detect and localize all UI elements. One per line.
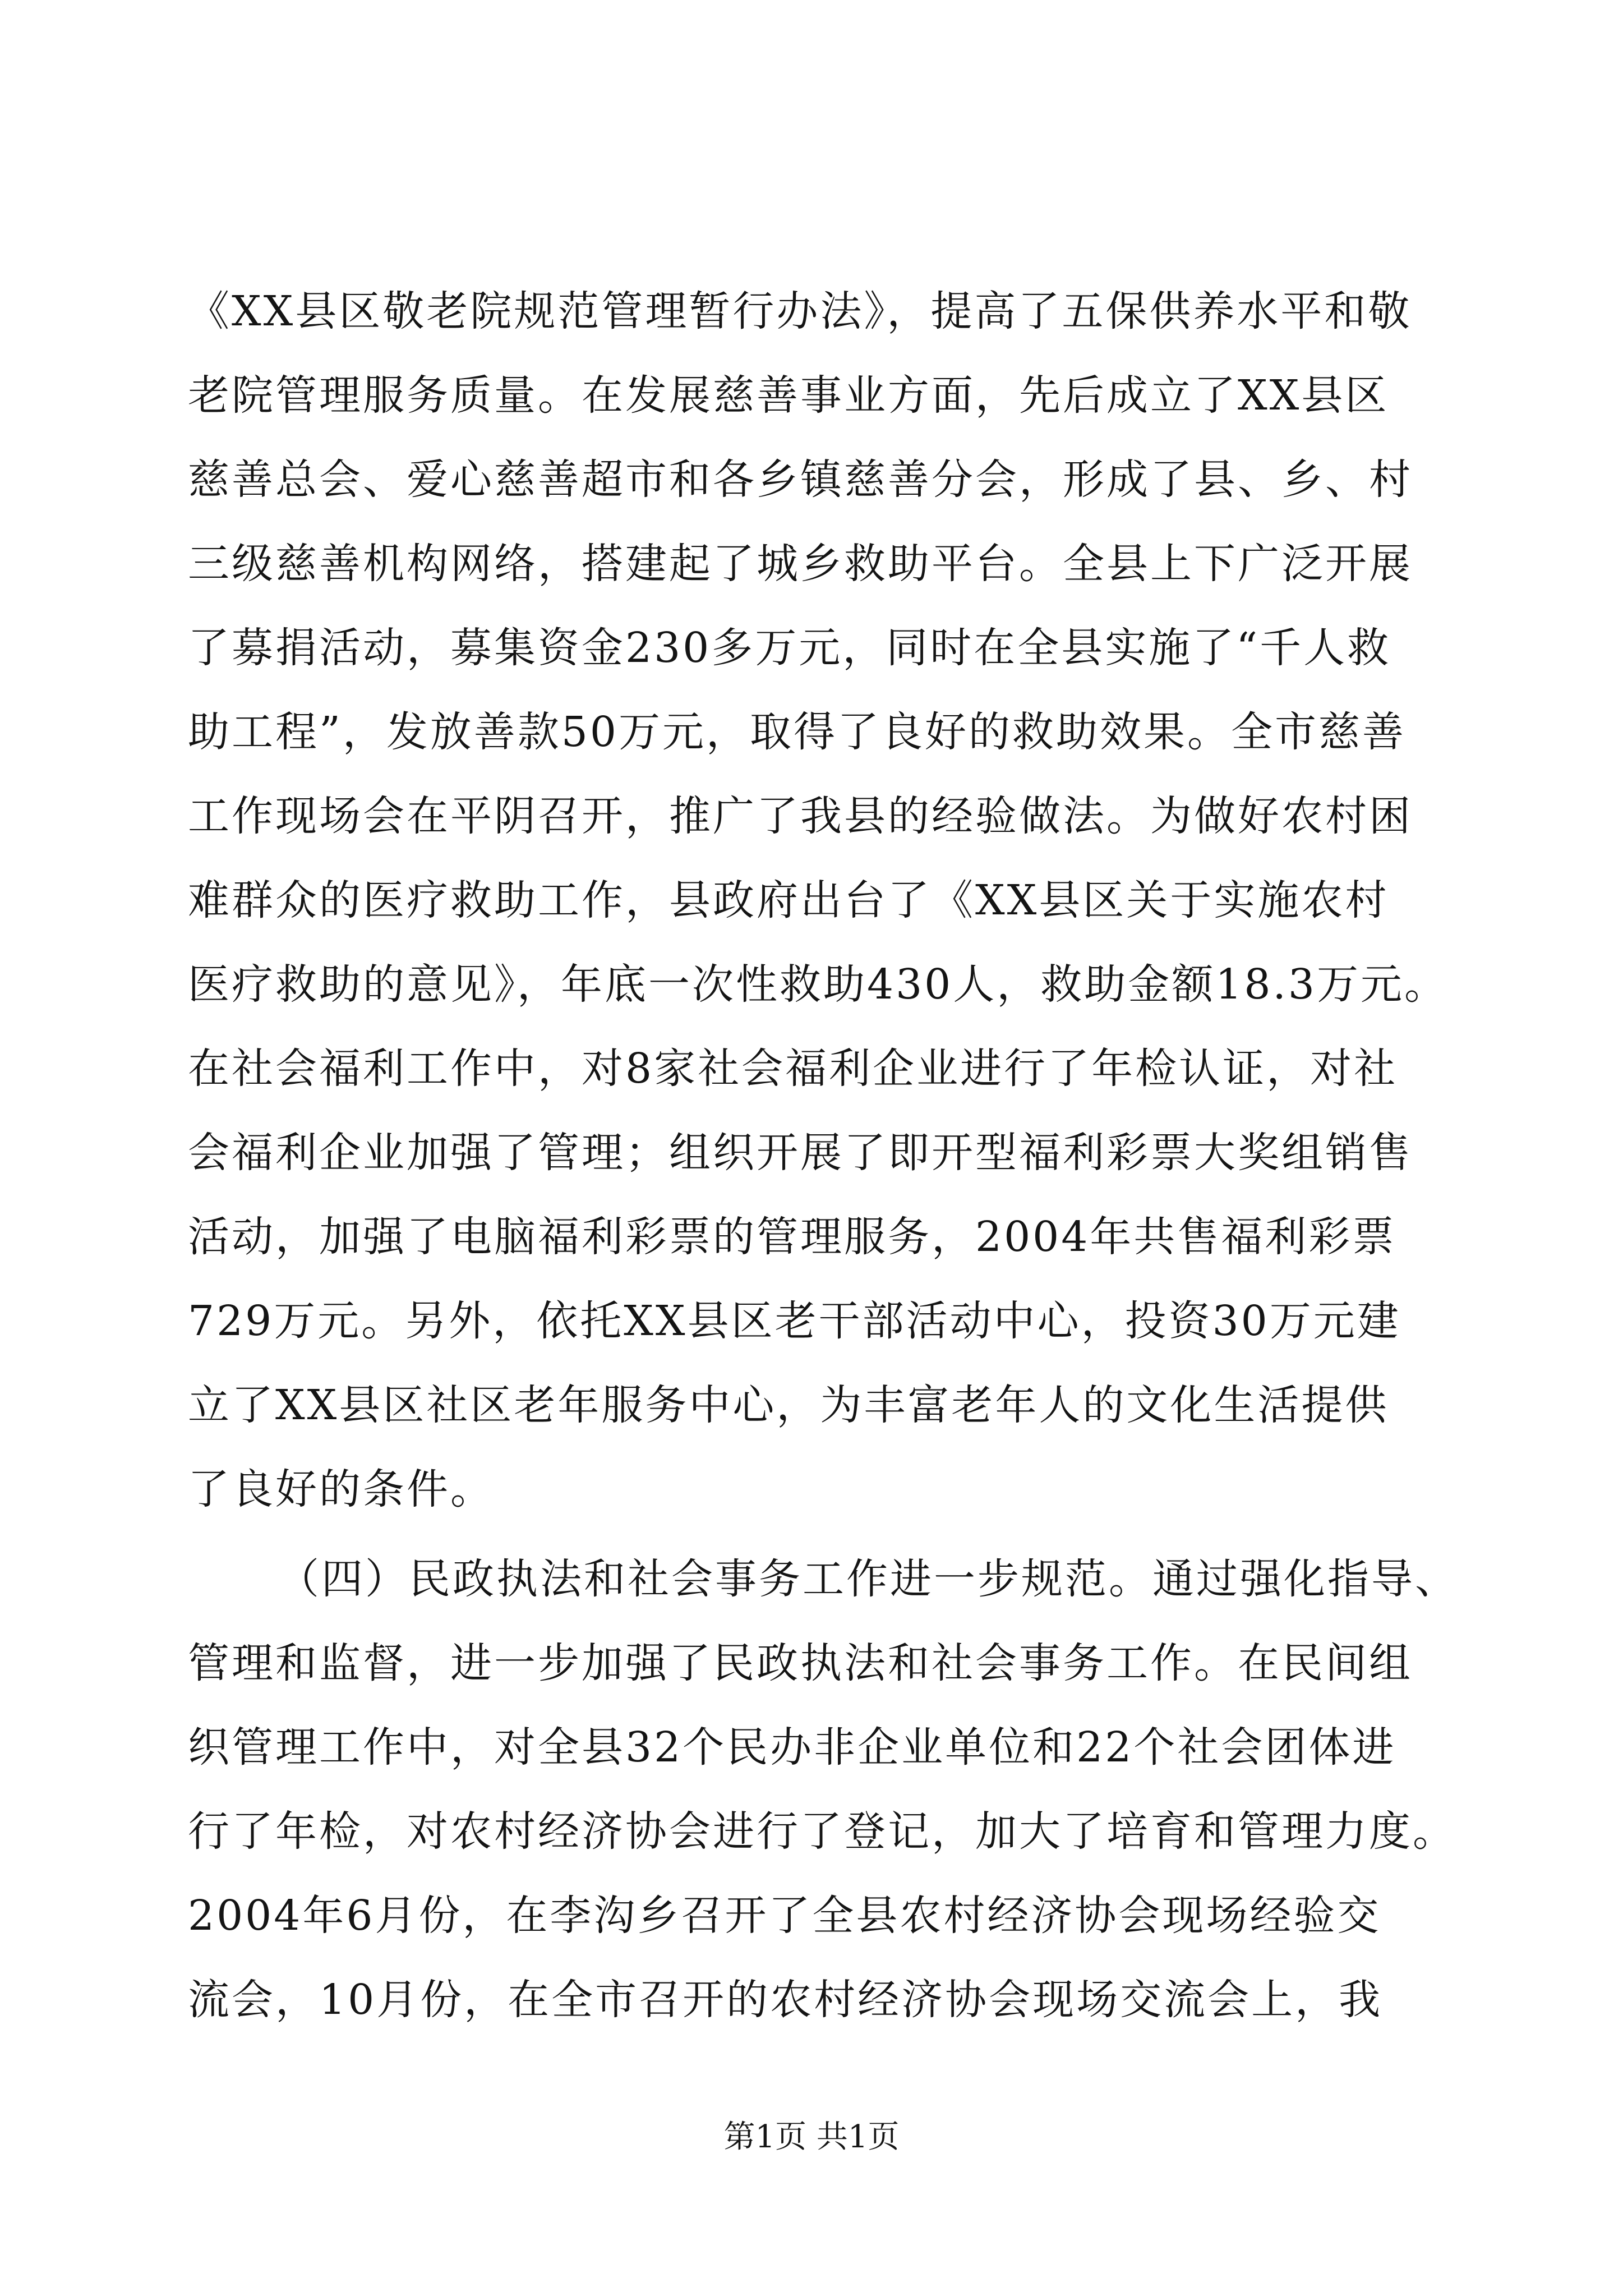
text-line: 慈善总会、爱心慈善超市和各乡镇慈善分会，形成了县、乡、村 [188, 455, 1413, 504]
text-line: 流会，10月份，在全市召开的农村经济协会现场交流会上，我 [188, 1976, 1383, 2024]
text-line: 三级慈善机构网络，搭建起了城乡救助平台。全县上下广泛开展 [188, 540, 1413, 588]
text-line: 立了XX县区社区老年服务中心，为丰富老年人的文化生活提供 [188, 1381, 1389, 1429]
text-line: 织管理工作中，对全县32个民办非企业单位和22个社会团体进 [188, 1723, 1396, 1772]
section-heading-line: （四）民政执法和社会事务工作进一步规范。通过强化指导、 [278, 1555, 1459, 1603]
text-line: 了良好的条件。 [188, 1465, 494, 1513]
text-line: 助工程”，发放善款50万元，取得了良好的救助效果。全市慈善 [188, 708, 1406, 756]
text-line: 了募捐活动，募集资金230多万元，同时在全县实施了“千人救 [188, 624, 1391, 672]
text-line: 活动，加强了电脑福利彩票的管理服务，2004年共售福利彩票 [188, 1213, 1396, 1261]
text-line: 729万元。另外，依托XX县区老干部活动中心，投资30万元建 [188, 1297, 1401, 1345]
text-line: 会福利企业加强了管理；组织开展了即开型福利彩票大奖组销售 [188, 1129, 1413, 1177]
text-line: 难群众的医疗救助工作，县政府出台了《XX县区关于实施农村 [188, 876, 1389, 924]
text-line: 工作现场会在平阴召开，推广了我县的经验做法。为做好农村困 [188, 792, 1413, 840]
text-line: 2004年6月份，在李沟乡召开了全县农村经济协会现场经验交 [188, 1892, 1381, 1940]
text-line: 在社会福利工作中，对8家社会福利企业进行了年检认证，对社 [188, 1045, 1398, 1093]
page-footer: 第1页 共1页 [723, 2119, 900, 2155]
text-line: 医疗救助的意见》，年底一次性救助430人，救助金额18.3万元。 [188, 960, 1449, 1009]
text-line: 《XX县区敬老院规范管理暂行办法》，提高了五保供养水平和敬 [188, 287, 1412, 335]
text-line: 行了年检，对农村经济协会进行了登记，加大了培育和管理力度。 [188, 1807, 1456, 1856]
text-line: 老院管理服务质量。在发展慈善事业方面，先后成立了XX县区 [188, 371, 1389, 420]
text-line: 管理和监督，进一步加强了民政执法和社会事务工作。在民间组 [188, 1639, 1413, 1687]
